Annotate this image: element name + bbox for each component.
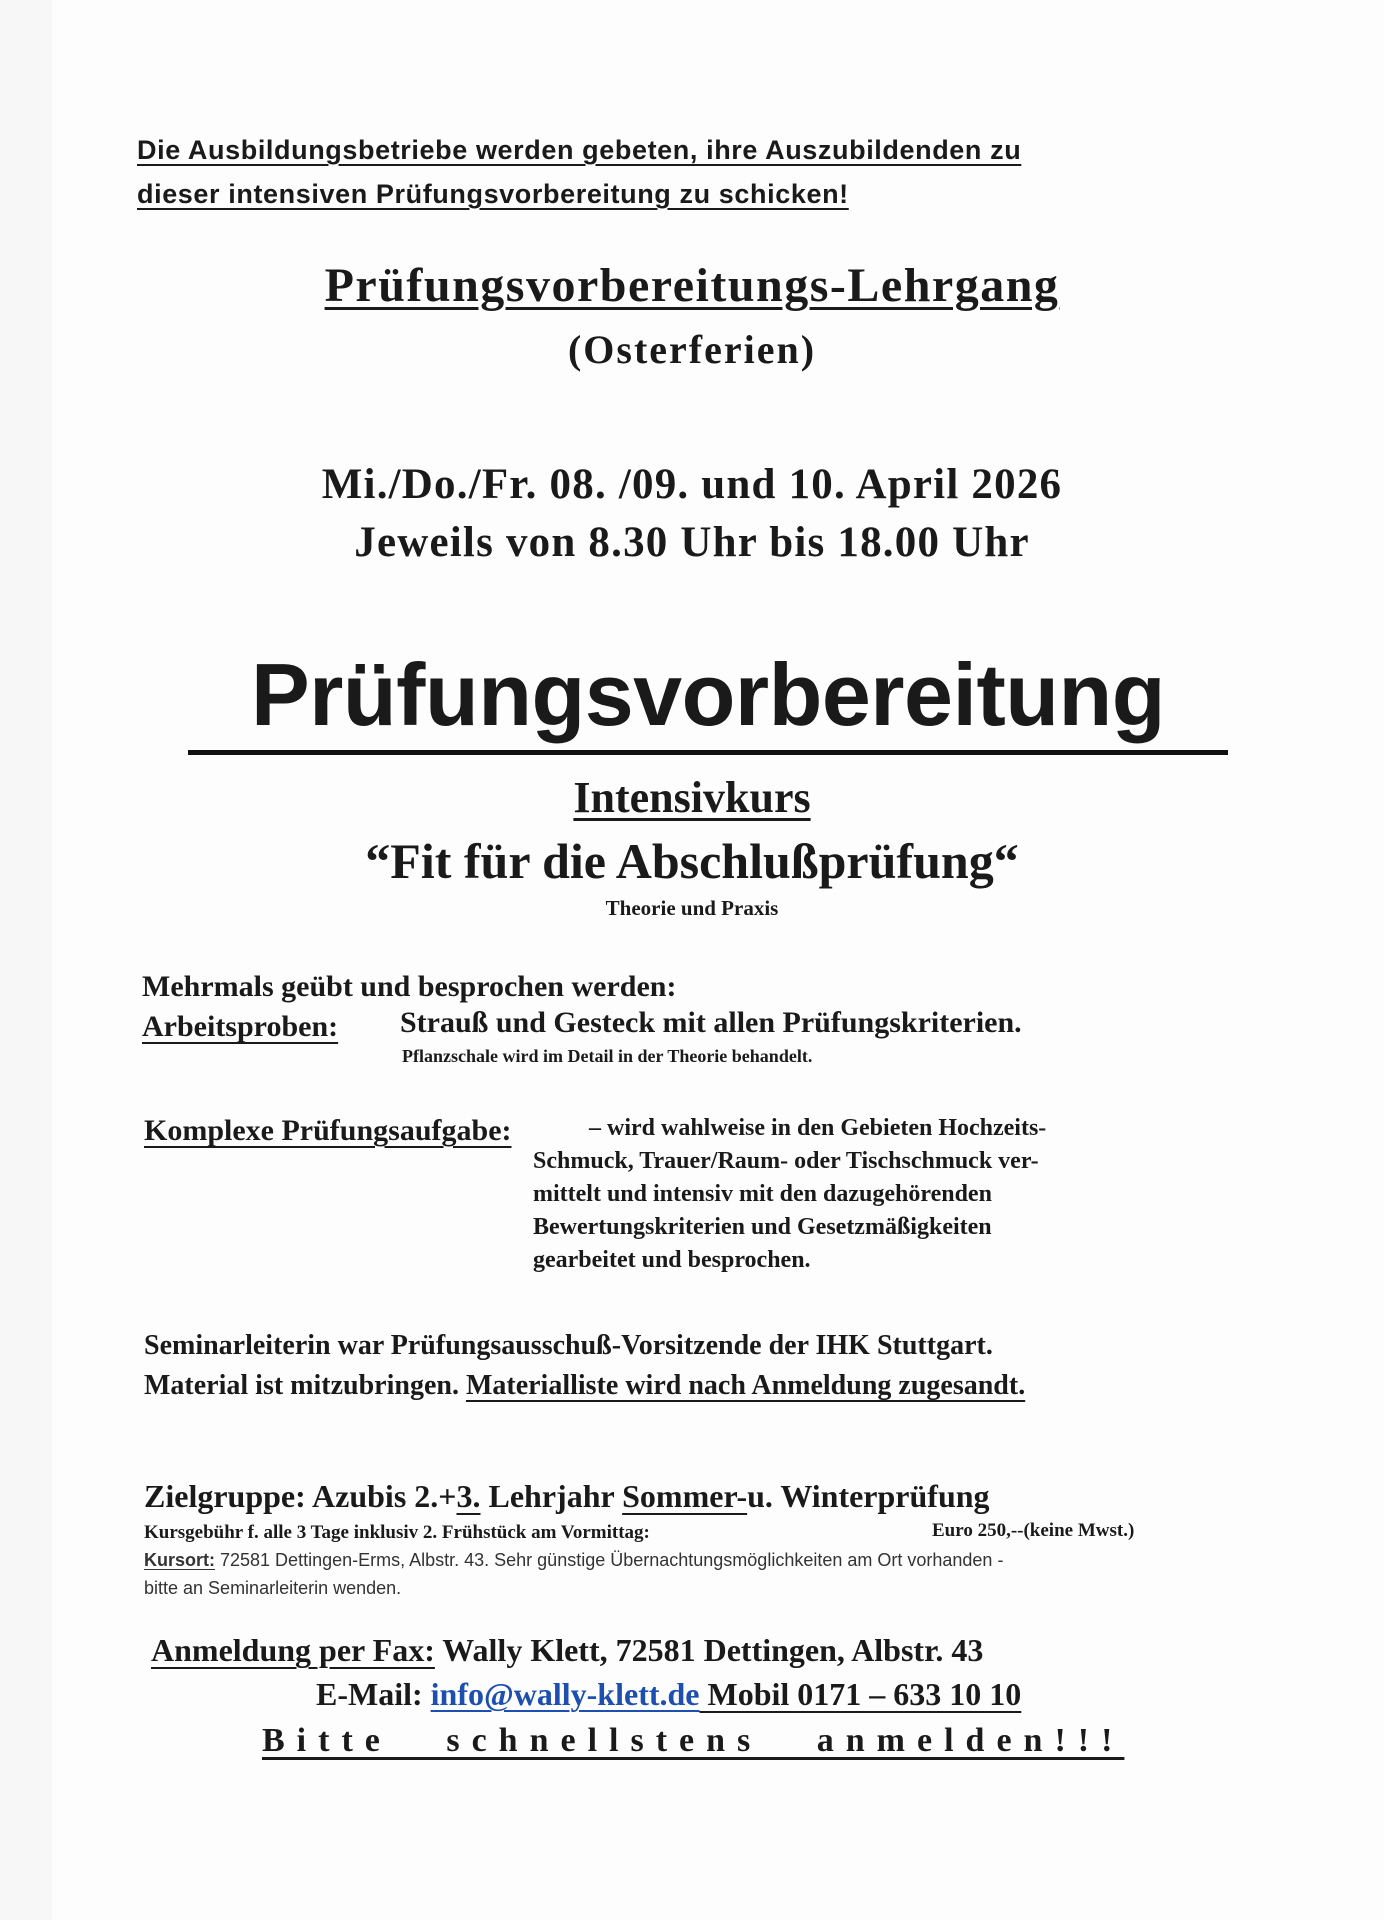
complex-line: mittelt und intensiv mit den dazugehörenden (533, 1181, 992, 1207)
fit-title: “Fit für die Abschlußprüfung“ (365, 833, 1019, 889)
complex-line: gearbeitet und besprochen. (533, 1247, 811, 1273)
complex-line: Bewertungskriterien und Gesetzmäßigkeiten (533, 1214, 992, 1240)
target-winter: u. Winterprüfung (747, 1478, 990, 1514)
samples-text: Strauß und Gesteck mit allen Prüfungskriterien. (400, 1006, 1022, 1039)
location-text: 72581 Dettingen-Erms, Albstr. 43. Sehr günstige Übernachtungsmöglichkeiten am Ort vorhanden - (215, 1550, 1004, 1570)
theory-label: Theorie und Praxis (605, 896, 779, 920)
target-year: Lehrjahr (480, 1478, 623, 1514)
material-list-note: Materialliste wird nach Anmeldung zugesandt. (465, 1370, 1026, 1401)
email-label: E-Mail: (316, 1676, 431, 1712)
complex-task-text (533, 1112, 1046, 1277)
main-heading: Prüfungsvorbereitung (188, 640, 1228, 755)
seminar-leader-text: Seminarleiterin war Prüfungsausschuß-Vorsitzende der IHK Stuttgart. (144, 1330, 993, 1361)
fee-text: Kursgebühr f. alle 3 Tage inklusiv 2. Frühstück am Vormittag: (144, 1522, 650, 1543)
target-label: Zielgruppe: Azubis 2.+ (144, 1478, 457, 1514)
complex-task-label: Komplexe Prüfungsaufgabe: (144, 1114, 512, 1147)
fax-label: Anmeldung per Fax: (151, 1632, 435, 1668)
email-link[interactable]: info@wally-klett.de (430, 1676, 700, 1712)
intensive-label: Intensivkurs (573, 773, 811, 822)
course-period: (Osterferien) (567, 327, 817, 372)
notice-text (137, 128, 1021, 216)
complex-line: – wird wahlweise in den Gebieten Hochzeits- (589, 1115, 1047, 1141)
course-title: Prüfungsvorbereitungs-Lehrgang (324, 259, 1060, 312)
target-summer: Sommer- (622, 1478, 748, 1514)
fax-contact (151, 1632, 983, 1669)
target-group (144, 1478, 990, 1515)
location (144, 1550, 1003, 1571)
location-text-2: bitte an Seminarleiterin wenden. (144, 1578, 402, 1598)
target-third-year: 3. (456, 1478, 481, 1514)
email-contact (316, 1676, 1021, 1713)
location-label: Kursort: (144, 1550, 215, 1570)
complex-line: Schmuck, Trauer/Raum- oder Tischschmuck ver- (533, 1148, 1039, 1174)
mobile-number: Mobil 0171 – 633 10 10 (699, 1676, 1022, 1712)
notice-line-2: dieser intensiven Prüfungsvorbereitung zu schicken! (137, 179, 849, 209)
urgent-register: Bitte schnellstens anmelden!!! (262, 1722, 1125, 1759)
fee-amount: Euro 250,--(keine Mwst.) (932, 1520, 1135, 1541)
samples-note: Pflanzschale wird im Detail in der Theorie behandelt. (402, 1046, 813, 1066)
material-note: Material ist mitzubringen. (144, 1370, 459, 1401)
fax-text: Wally Klett, 72581 Dettingen, Albstr. 43 (434, 1632, 984, 1668)
practiced-heading: Mehrmals geübt und besprochen werden: (142, 970, 677, 1003)
course-times: Jeweils von 8.30 Uhr bis 18.00 Uhr (354, 519, 1030, 566)
notice-line-1: Die Ausbildungsbetriebe werden gebeten, ihre Auszubildenden zu (137, 135, 1022, 165)
samples-label: Arbeitsproben: (142, 1010, 339, 1043)
course-dates: Mi./Do./Fr. 08. /09. und 10. April 2026 (321, 461, 1063, 508)
